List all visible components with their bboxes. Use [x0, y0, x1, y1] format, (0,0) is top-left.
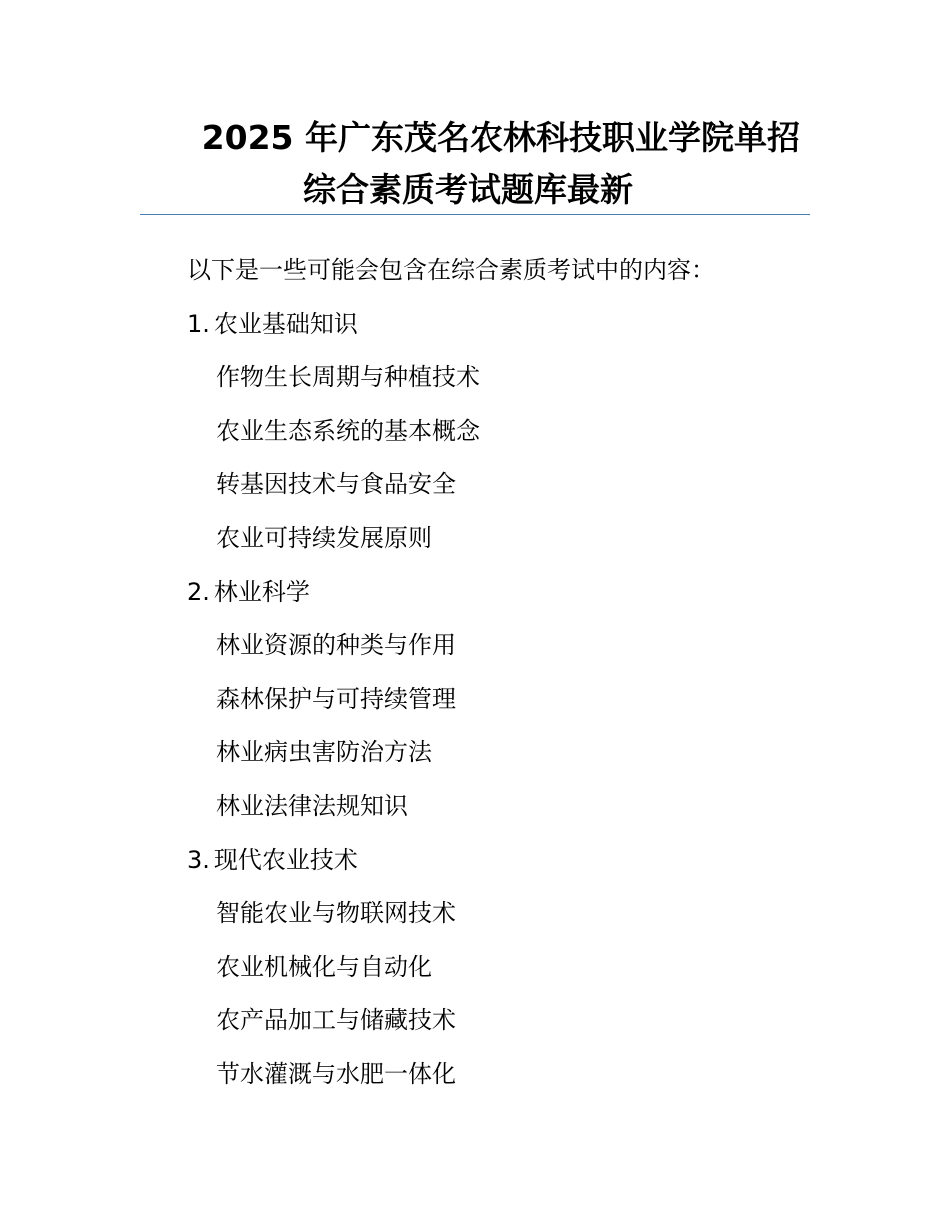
section-heading — [187, 566, 807, 620]
section-number: 2. — [187, 577, 210, 606]
list-item: 农产品加工与储藏技术 — [216, 1006, 456, 1035]
section-heading — [187, 298, 807, 352]
section-title: 现代农业技术 — [213, 845, 358, 874]
list-item: 林业资源的种类与作用 — [216, 631, 456, 660]
title-line-1: 2025 年广东茂名农林科技职业学院单招 — [201, 118, 800, 157]
document-body — [187, 244, 807, 1102]
list-item: 农业机械化与自动化 — [216, 952, 432, 981]
list-item: 林业病虫害防治方法 — [216, 738, 432, 767]
list-item: 森林保护与可持续管理 — [216, 684, 456, 713]
document-title — [140, 112, 810, 216]
list-item: 农业生态系统的基本概念 — [216, 416, 480, 445]
list-item: 作物生长周期与种植技术 — [216, 363, 480, 392]
list-item: 转基因技术与食品安全 — [216, 470, 456, 499]
title-divider — [140, 214, 810, 215]
list-item: 农业可持续发展原则 — [216, 523, 432, 552]
section-title: 林业科学 — [213, 577, 310, 606]
section-title: 农业基础知识 — [213, 309, 358, 338]
list-item: 节水灌溉与水肥一体化 — [216, 1059, 456, 1088]
section-1 — [187, 298, 807, 566]
title-line-2: 综合素质考试题库最新 — [303, 170, 633, 209]
intro-text: 以下是一些可能会包含在综合素质考试中的内容： — [187, 256, 715, 284]
section-3 — [187, 834, 807, 1102]
list-item: 智能农业与物联网技术 — [216, 899, 456, 928]
section-2 — [187, 566, 807, 834]
section-number: 1. — [187, 309, 210, 338]
list-item: 林业法律法规知识 — [216, 791, 408, 820]
section-number: 3. — [187, 845, 210, 874]
section-heading — [187, 834, 807, 888]
